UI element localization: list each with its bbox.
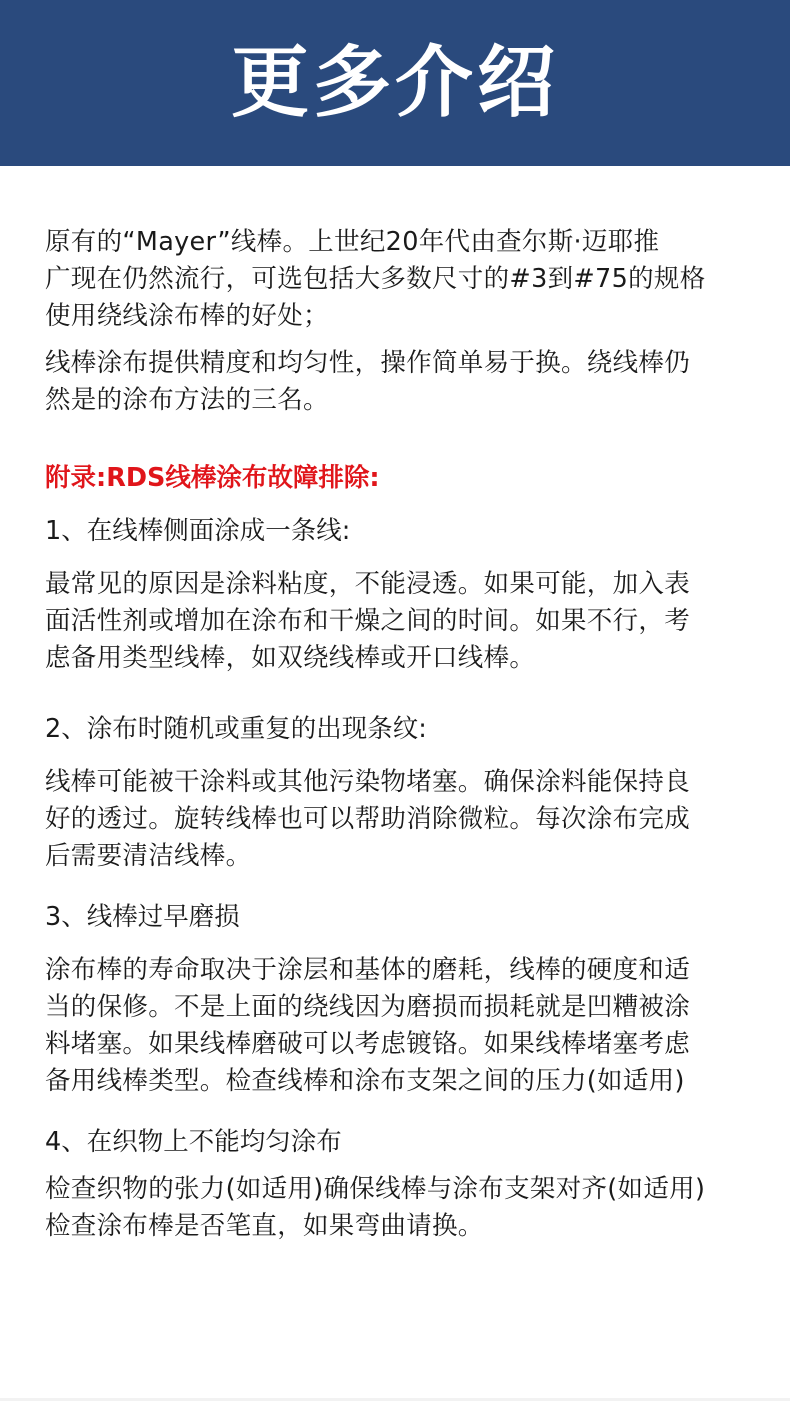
header-banner	[0, 0, 790, 166]
section-4-heading: 4、在织物上不能均匀涂布	[45, 1127, 342, 1157]
section-2-body: 线棒可能被干涂料或其他污染物堵塞。确保涂料能保持良 好的透过。旋转线棒也可以帮助消除微粒。每次涂布完成 后需要清洁线棒。	[45, 767, 691, 871]
section-1-heading: 1、在线棒侧面涂成一条线:	[45, 516, 351, 546]
intro-paragraph-1: 原有的“Mayer”线棒。上世纪20年代由查尔斯·迈耶推 广现在仍然流行，可选包括大多数尺寸的#3到#75的规格 使用绕线涂布棒的好处；	[45, 227, 706, 331]
section-3-heading: 3、线棒过早磨损	[45, 902, 240, 932]
content-area	[45, 224, 765, 1245]
section-4-body: 检查织物的张力(如适用)确保线棒与涂布支架对齐(如适用) 检查涂布棒是否笔直，如果弯曲请换。	[45, 1174, 706, 1241]
section-3-body: 涂布棒的寿命取决于涂层和基体的磨耗，线棒的硬度和适 当的保修。不是上面的绕线因为磨损而损耗就是凹糟被涂 料堵塞。如果线棒磨破可以考虑镀铬。如果线棒堵塞考虑 备用线棒类型。检查线棒和涂布支架之间的压力(如适用)	[45, 955, 691, 1096]
intro-paragraph-2: 线棒涂布提供精度和均匀性，操作简单易于换。绕线棒仍 然是的涂布方法的三名。	[45, 348, 691, 415]
section-1-body: 最常见的原因是涂料粘度，不能浸透。如果可能，加入表 面活性剂或增加在涂布和干燥之间的时间。如果不行，考 虑备用类型线棒，如双绕线棒或开口线棒。	[45, 569, 691, 673]
section-2-heading: 2、涂布时随机或重复的出现条纹:	[45, 714, 427, 744]
page-title: 更多介绍	[230, 38, 559, 128]
appendix-title: 附录:RDS线棒涂布故障排除:	[45, 463, 380, 493]
